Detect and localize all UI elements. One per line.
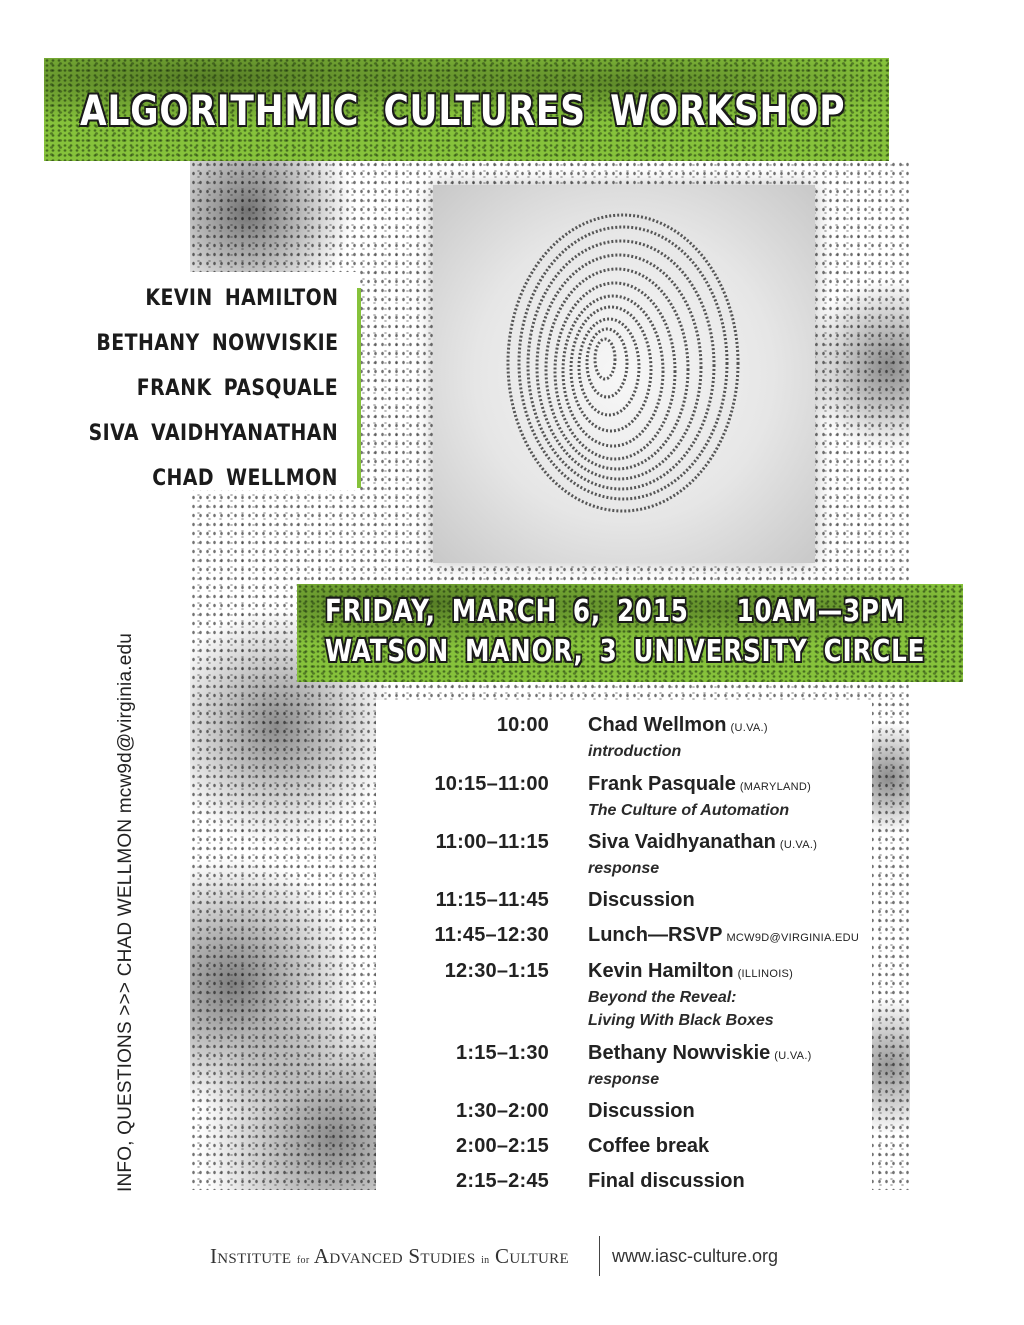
title-banner xyxy=(44,58,889,161)
entry-title: Discussion xyxy=(588,889,695,911)
institute-word: for xyxy=(296,1255,310,1266)
entry-subtitle: Beyond the Reveal: xyxy=(588,989,737,1006)
schedule-time: 11:45–12:30 xyxy=(434,924,549,946)
schedule xyxy=(376,700,872,1195)
institute-word: Culture xyxy=(495,1244,569,1268)
event-date-time: FRIDAY, MARCH 6, 2015 10AM—3PM xyxy=(325,594,906,629)
entry-subtitle: The Culture of Automation xyxy=(588,802,790,819)
entry-title: Coffee break xyxy=(588,1135,710,1157)
entry-title: Frank Pasquale xyxy=(588,773,736,795)
entry-title: Final discussion xyxy=(588,1170,745,1192)
schedule-entry xyxy=(588,1100,695,1123)
schedule-time: 12:30–1:15 xyxy=(444,960,549,982)
event-banner xyxy=(297,584,963,682)
schedule-time: 1:15–1:30 xyxy=(456,1042,549,1064)
speaker-name: KEVIN HAMILTON xyxy=(145,286,338,311)
entry-subtitle: Living With Black Boxes xyxy=(588,1012,774,1029)
schedule-time: 2:15–2:45 xyxy=(456,1170,549,1192)
schedule-time: 11:15–11:45 xyxy=(435,889,549,911)
schedule-time: 10:00 xyxy=(496,714,549,736)
institute-name xyxy=(210,1244,569,1269)
schedule-time: 2:00–2:15 xyxy=(456,1135,549,1157)
schedule-entry xyxy=(588,924,859,947)
entry-title: Bethany Nowviskie xyxy=(588,1042,771,1064)
schedule-time: 11:00–11:15 xyxy=(435,831,549,853)
footer xyxy=(0,1236,1024,1276)
schedule-entry xyxy=(588,831,817,880)
schedule-entry xyxy=(588,889,695,912)
entry-title: Siva Vaidhyanathan xyxy=(588,831,776,853)
speaker-name: FRANK PASQUALE xyxy=(136,376,338,401)
schedule-time: 1:30–2:00 xyxy=(456,1100,549,1122)
entry-subtitle: response xyxy=(588,1071,660,1088)
entry-affiliation: (U.VA.) xyxy=(774,1050,812,1062)
entry-affiliation: (MARYLAND) xyxy=(739,781,812,793)
fingerprint-image xyxy=(433,185,815,563)
contact-info: INFO, QUESTIONS >>> CHAD WELLMON mcw9d@virginia.edu xyxy=(115,633,136,1192)
entry-affiliation: (ILLINOIS) xyxy=(737,968,794,980)
schedule-entry xyxy=(588,1042,812,1091)
speaker-name: CHAD WELLMON xyxy=(152,466,338,491)
event-location: WATSON MANOR, 3 UNIVERSITY CIRCLE xyxy=(325,634,926,669)
schedule-entry xyxy=(588,1135,709,1158)
entry-subtitle: introduction xyxy=(588,743,682,760)
schedule-entry xyxy=(588,960,793,1032)
speakers-accent-bar xyxy=(357,288,361,488)
entry-affiliation: (U.VA.) xyxy=(730,722,768,734)
speakers-list xyxy=(60,272,358,490)
institute-word: Advanced Studies xyxy=(313,1244,476,1268)
institute-word: Institute xyxy=(210,1244,292,1268)
schedule-entry xyxy=(588,714,768,763)
schedule-entry xyxy=(588,773,811,822)
entry-title: Discussion xyxy=(588,1100,695,1122)
schedule-time: 10:15–11:00 xyxy=(434,773,549,795)
entry-title: Kevin Hamilton xyxy=(588,960,734,982)
entry-title: Lunch—RSVP xyxy=(588,924,723,946)
entry-affiliation: (U.VA.) xyxy=(779,839,818,851)
rsvp-email: MCW9D@VIRGINIA.EDU xyxy=(726,932,860,944)
entry-title: Chad Wellmon xyxy=(588,714,727,736)
speaker-name: SIVA VAIDHYANATHAN xyxy=(88,421,338,446)
footer-divider xyxy=(599,1236,600,1276)
schedule-entry xyxy=(588,1170,745,1193)
fingerprint-icon xyxy=(503,213,743,525)
institute-word: in xyxy=(481,1255,490,1266)
speaker-name: BETHANY NOWVISKIE xyxy=(95,331,338,356)
workshop-title: ALGORITHMIC CULTURES WORKSHOP xyxy=(80,86,846,135)
website-link[interactable]: www.iasc-culture.org xyxy=(612,1246,779,1266)
entry-subtitle: response xyxy=(588,860,660,877)
